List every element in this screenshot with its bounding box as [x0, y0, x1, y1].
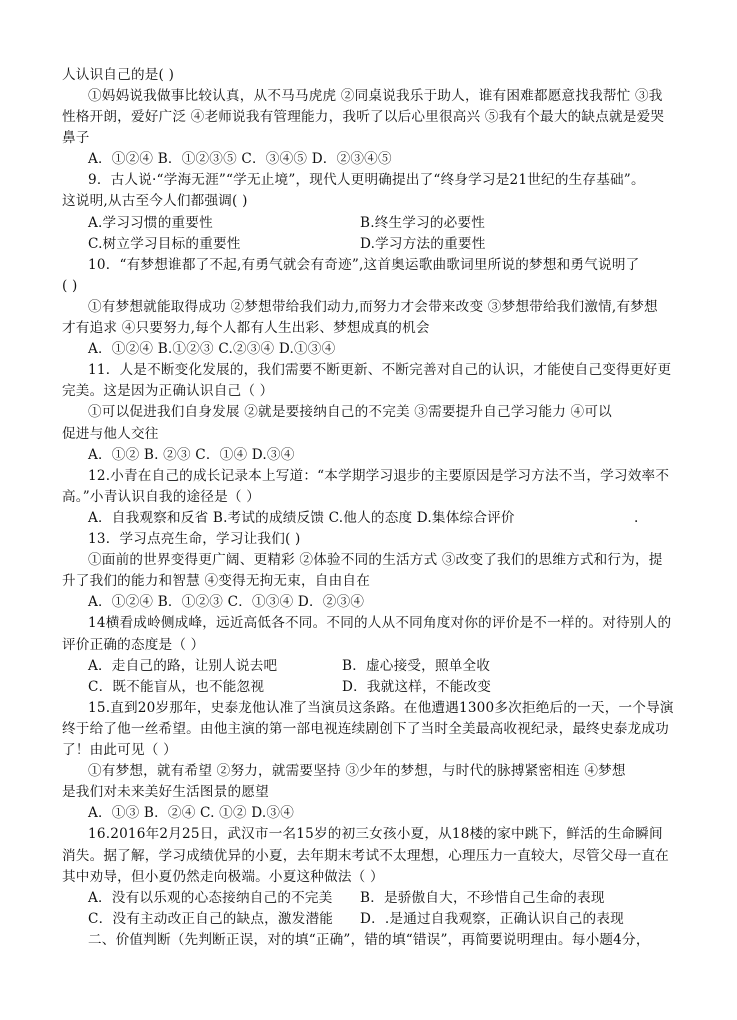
- option-d: D．我就这样，不能改变: [342, 679, 492, 695]
- question-14: 14横看成岭侧成峰，远近高低各不同。不同的人从不同角度对你的评价是不一样的。对待别人的: [88, 615, 672, 631]
- text-line: 才有追求 ④只要努力,每个人都有人生出彩、梦想成真的机会: [62, 320, 430, 336]
- text-line: 鼻子: [62, 130, 90, 146]
- option-c: C.树立学习目标的重要性: [88, 236, 241, 252]
- option-b: B.终生学习的必要性: [360, 215, 486, 231]
- stray-dot: .: [634, 510, 639, 526]
- text-line: 了！由此可见（ ）: [62, 742, 177, 758]
- question-16: 16.2016年2月25日，武汉市一名15岁的初三女孩小夏，从18楼的家中跳下，鲜活的生命瞬间: [88, 826, 663, 842]
- options-line: A．①②④ B．①②③ C．①③④ D．②③④: [88, 594, 365, 610]
- text-line: ( ): [62, 278, 78, 294]
- options-line: A．自我观察和反省 B.考试的成绩反馈 C.他人的态度 D.集体综合评价: [88, 510, 515, 526]
- options-line: A．①②④ B.①②③ C.②③④ D.①③④: [88, 341, 336, 357]
- option-a: A．没有以乐观的心态接纳自己的不完美: [88, 890, 333, 906]
- text-line: 完美。这是因为正确认识自己（ ）: [62, 383, 274, 399]
- text-line: 评价正确的态度是（ ）: [62, 637, 205, 653]
- text-line: 高。”小青认识自我的途径是（ ）: [62, 489, 260, 505]
- text-line: 终于给了他一丝希望。由他主演的第一部电视连续剧创下了当时全美最高收视纪录，最终史泰龙成功: [62, 721, 669, 737]
- option-d: D.学习方法的重要性: [360, 236, 486, 252]
- option-a: A．走自己的路，让别人说去吧: [88, 658, 278, 674]
- text-line: 促进与他人交往: [62, 426, 159, 442]
- option-b: B．虚心接受，照单全收: [342, 658, 491, 674]
- question-9: 9．古人说·“学海无涯”“学无止境”，现代人更明确提出了“终身学习是21世纪的生存基础”。: [88, 172, 645, 188]
- options-line: A．①②④ B．①②③⑤ C．③④⑤ D．②③④⑤: [88, 151, 392, 167]
- text-line: ①可以促进我们自身发展 ②就是要接纳自己的不完美 ③需要提升自己学习能力 ④可以: [88, 404, 612, 420]
- question-13: 13．学习点亮生命，学习让我们( ): [88, 531, 301, 547]
- text-line: ①有梦想就能取得成功 ②梦想带给我们动力,而努力才会带来改变 ③梦想带给我们激情,有梦想: [88, 299, 658, 315]
- text-line: 这说明,从古至今人们都强调( ): [62, 193, 248, 209]
- text-line: 其中劝导，但小夏仍然走向极端。小夏这种做法（ ）: [62, 869, 384, 885]
- text-line: ①面前的世界变得更广阔、更精彩 ②体验不同的生活方式 ③改变了我们的思维方式和行为，提: [88, 552, 663, 568]
- text-line: 是我们对未来美好生活图景的愿望: [62, 784, 269, 800]
- option-d: D．.是通过自我观察，正确认识自己的表现: [360, 911, 624, 927]
- options-line: A．①② B. ②③ C．①④ D.③④: [88, 447, 295, 463]
- option-b: B．是骄傲自大，不珍惜自己生命的表现: [360, 890, 605, 906]
- text-line: 消失。据了解，学习成绩优异的小夏，去年期末考试不太理想，心理压力一直较大，尽管父母一直在: [62, 848, 669, 864]
- question-11: 11．人是不断变化发展的，我们需要不断更新、不断完善对自己的认识，才能使自己变得更好更: [88, 362, 672, 378]
- text-line: ①妈妈说我做事比较认真，从不马马虎虎 ②同桌说我乐于助人，谁有困难都愿意找我帮忙 ③我: [88, 88, 663, 104]
- question-10: 10．“有梦想谁都了不起,有勇气就会有奇迹”,这首奥运歌曲歌词里所说的梦想和勇气说明了: [88, 257, 640, 273]
- section-heading: 二、价值判断（先判断正误，对的填“正确”，错的填“错误”，再简要说明理由。每小题4分，: [88, 932, 650, 948]
- text-line: 性格开朗，爱好广泛 ④老师说我有管理能力，我听了以后心里很高兴 ⑤我有个最大的缺点就是爱哭: [62, 109, 665, 125]
- question-12: 12.小青在自己的成长记录本上写道：“本学期学习退步的主要原因是学习方法不当，学习效率不: [88, 468, 670, 484]
- options-line: A．①③ B．②④ C. ①② D.③④: [88, 805, 294, 821]
- option-a: A.学习习惯的重要性: [88, 215, 213, 231]
- text-line: ①有梦想，就有希望 ②努力，就需要坚持 ③少年的梦想，与时代的脉搏紧密相连 ④梦想: [88, 763, 626, 779]
- text-line: 升了我们的能力和智慧 ④变得无拘无束，自由自在: [62, 573, 370, 589]
- option-c: C．既不能盲从，也不能忽视: [88, 679, 265, 695]
- text-line: 人认识自己的是( ): [62, 67, 175, 83]
- option-c: C．没有主动改正自己的缺点，激发潜能: [88, 911, 334, 927]
- question-15: 15.直到20岁那年，史泰龙他认准了当演员这条路。在他遭遇1300多次拒绝后的一天，一个导演: [88, 700, 674, 716]
